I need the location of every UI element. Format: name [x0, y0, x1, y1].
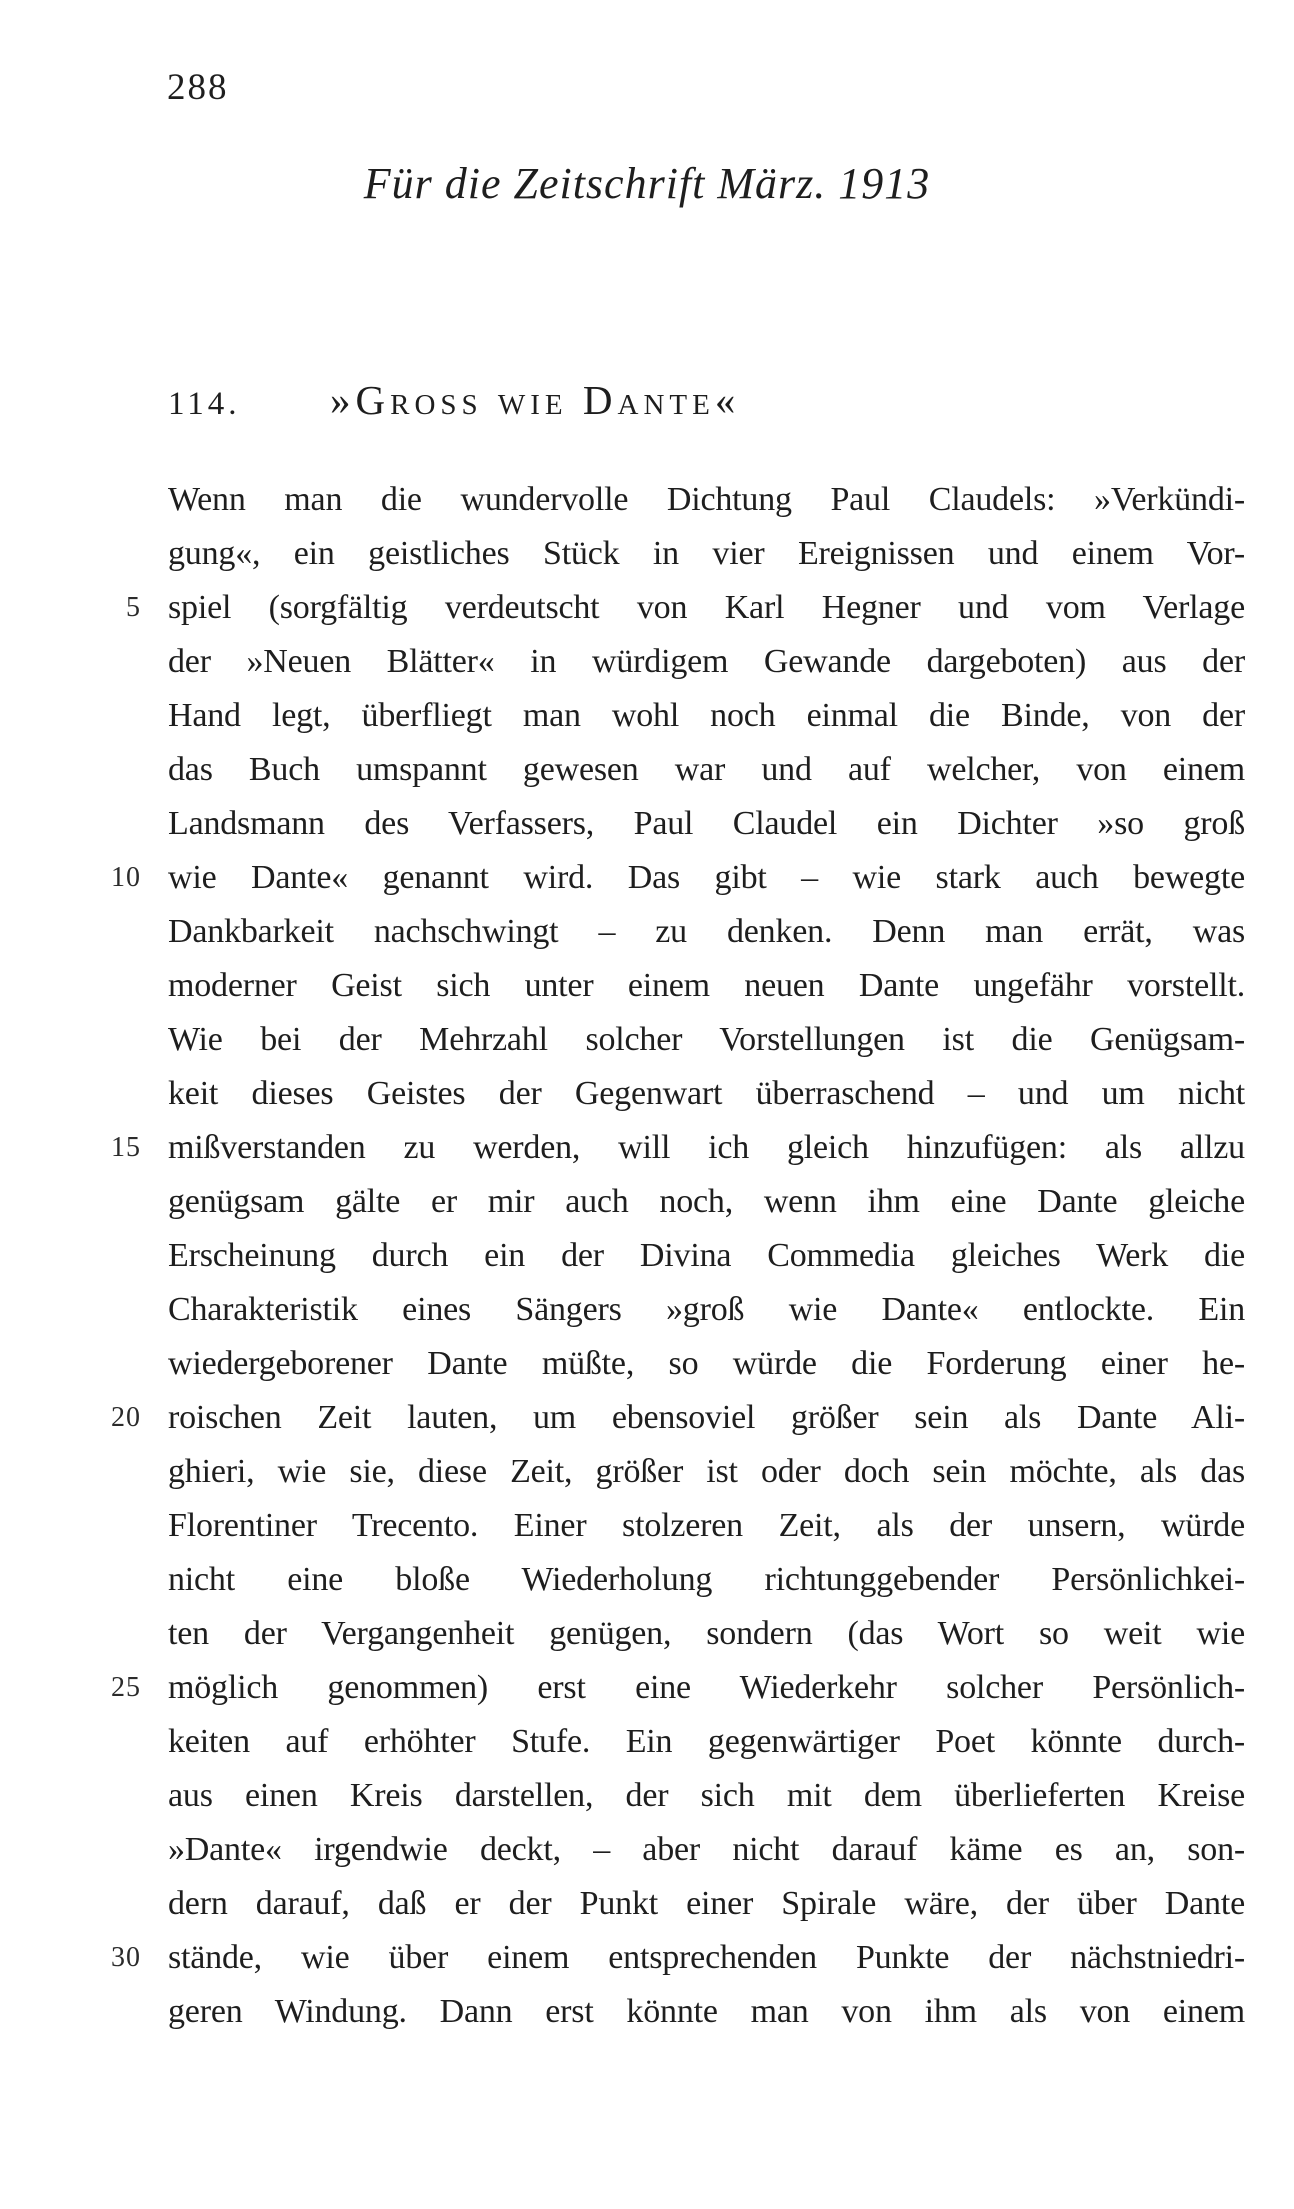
line-text: Wenn man die wundervolle Dichtung Paul Claudels: »Verkündi-	[168, 481, 1245, 518]
section-heading	[168, 376, 1245, 424]
line-text: wiedergeborener Dante müßte, so würde die Forderung einer he-	[168, 1345, 1245, 1382]
body-line	[111, 1391, 1245, 1445]
line-number: 15	[111, 1132, 141, 1163]
line-number: 5	[126, 592, 141, 623]
body-line	[168, 1499, 1245, 1553]
body-line	[168, 743, 1245, 797]
body-line	[111, 851, 1245, 905]
body-line	[126, 581, 1245, 635]
line-text: Florentiner Trecento. Einer stolzeren Zeit, als der unsern, würde	[168, 1507, 1245, 1544]
body-line	[111, 1121, 1245, 1175]
body-line	[168, 1067, 1245, 1121]
line-text: gung«, ein geistliches Stück in vier Ereignissen und einem Vor-	[168, 535, 1245, 572]
line-text: »Dante« irgendwie deckt, – aber nicht darauf käme es an, son-	[168, 1831, 1245, 1868]
body-line	[168, 1607, 1245, 1661]
body-line	[168, 1877, 1245, 1931]
line-text: Charakteristik eines Sängers »groß wie Dante« entlockte. Ein	[168, 1291, 1245, 1328]
body-line	[168, 635, 1245, 689]
body-line	[168, 1823, 1245, 1877]
body-line	[168, 1553, 1245, 1607]
body-line	[168, 1175, 1245, 1229]
line-text: aus einen Kreis darstellen, der sich mit dem überlieferten Kreise	[168, 1777, 1245, 1814]
body-line	[168, 1445, 1245, 1499]
line-number: 30	[111, 1942, 141, 1973]
body-line	[168, 1769, 1245, 1823]
section-number: 114.	[168, 386, 241, 422]
line-text: mißverstanden zu werden, will ich gleich hinzufügen: als allzu	[168, 1129, 1245, 1166]
line-text: der »Neuen Blätter« in würdigem Gewande dargeboten) aus der	[168, 643, 1245, 680]
line-text: wie Dante« genannt wird. Das gibt – wie stark auch bewegte	[168, 859, 1245, 896]
line-text: Landsmann des Verfassers, Paul Claudel ein Dichter »so groß	[168, 805, 1245, 842]
line-number: 20	[111, 1402, 141, 1433]
page-number: 288	[167, 67, 229, 108]
page-title: Für die Zeitschrift März. 1913	[363, 159, 931, 208]
line-text: spiel (sorgfältig verdeutscht von Karl Hegner und vom Verlage	[168, 589, 1245, 626]
line-text: geren Windung. Dann erst könnte man von ihm als von einem	[168, 1993, 1245, 2030]
line-number: 10	[111, 862, 141, 893]
line-text: nicht eine bloße Wiederholung richtunggebender Persönlichkei-	[168, 1561, 1245, 1598]
body-line	[168, 1013, 1245, 1067]
line-text: ghieri, wie sie, diese Zeit, größer ist oder doch sein möchte, als das	[168, 1453, 1245, 1490]
line-text: Hand legt, überfliegt man wohl noch einmal die Binde, von der	[168, 697, 1245, 734]
body-line	[168, 473, 1245, 527]
body-line	[168, 1337, 1245, 1391]
line-text: Wie bei der Mehrzahl solcher Vorstellungen ist die Genügsam-	[168, 1021, 1245, 1058]
body-line	[168, 527, 1245, 581]
body-line	[111, 1661, 1245, 1715]
line-text: dern darauf, daß er der Punkt einer Spirale wäre, der über Dante	[168, 1885, 1245, 1922]
body-text	[111, 473, 1245, 2039]
line-text: Erscheinung durch ein der Divina Commedia gleiches Werk die	[168, 1237, 1245, 1274]
body-line	[168, 1283, 1245, 1337]
line-text: möglich genommen) erst eine Wiederkehr solcher Persönlich-	[168, 1669, 1245, 1706]
body-line	[168, 1715, 1245, 1769]
body-line	[168, 797, 1245, 851]
body-line	[168, 1229, 1245, 1283]
line-text: keit dieses Geistes der Gegenwart überraschend – und um nicht	[168, 1075, 1245, 1112]
section-title: »Gross wie Dante«	[330, 377, 741, 423]
line-number: 25	[111, 1672, 141, 1703]
line-text: moderner Geist sich unter einem neuen Dante ungefähr vorstellt.	[168, 967, 1245, 1004]
line-text: roischen Zeit lauten, um ebensoviel größer sein als Dante Ali-	[168, 1399, 1245, 1436]
line-text: stände, wie über einem entsprechenden Punkte der nächstniedri-	[168, 1939, 1245, 1976]
line-text: das Buch umspannt gewesen war und auf welcher, von einem	[168, 751, 1245, 788]
body-line	[168, 905, 1245, 959]
body-line	[111, 1931, 1245, 1985]
line-text: genügsam gälte er mir auch noch, wenn ihm eine Dante gleiche	[168, 1183, 1245, 1220]
body-line	[168, 1985, 1245, 2039]
line-text: ten der Vergangenheit genügen, sondern (das Wort so weit wie	[168, 1615, 1245, 1652]
line-text: Dankbarkeit nachschwingt – zu denken. Denn man errät, was	[168, 913, 1245, 950]
body-line	[168, 959, 1245, 1013]
line-text: keiten auf erhöhter Stufe. Ein gegenwärtiger Poet könnte durch-	[168, 1723, 1245, 1760]
body-line	[168, 689, 1245, 743]
